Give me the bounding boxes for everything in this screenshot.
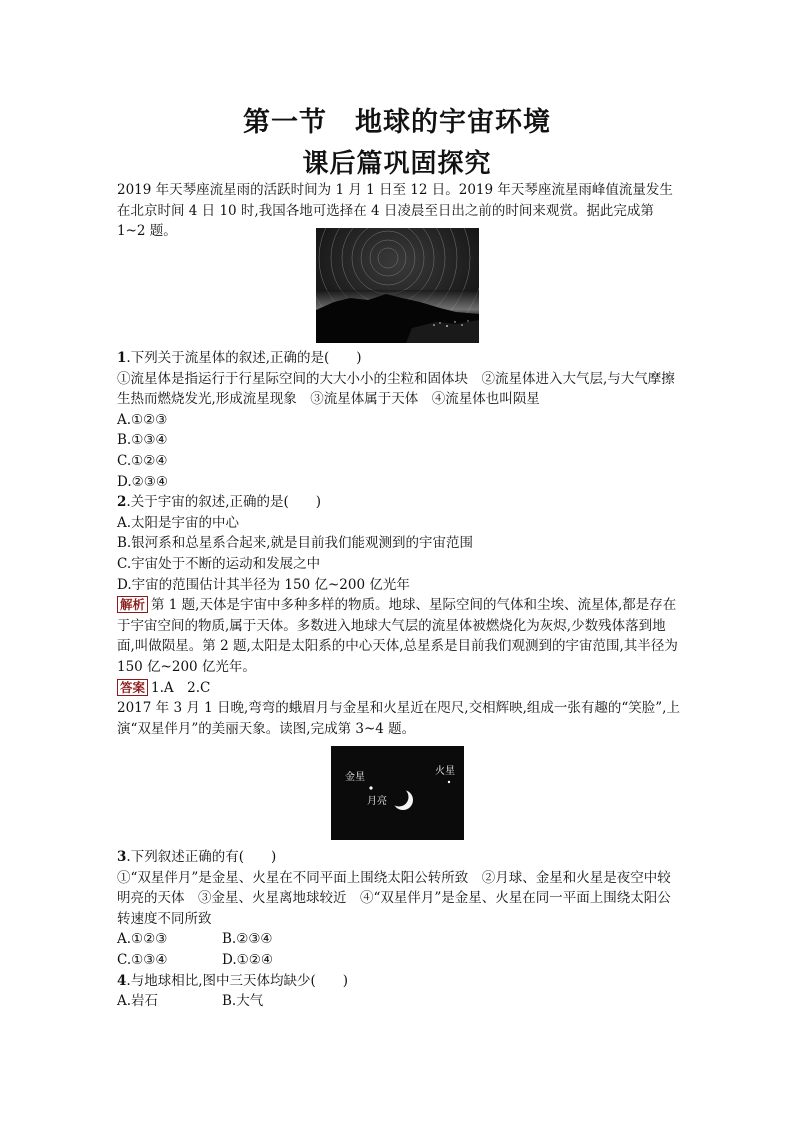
options-row: [117, 950, 683, 971]
option-c: C.①②④: [117, 452, 168, 469]
option-b: B.银河系和总星系合起来,就是目前我们能观测到的宇宙范围: [117, 535, 474, 552]
venus-label: 金星: [345, 772, 365, 783]
options-row: [117, 991, 683, 1012]
answer-paragraph: [117, 678, 683, 699]
question-stem: .下列叙述正确的有( ): [126, 849, 277, 865]
moon-label: 月亮: [367, 796, 387, 807]
option-a: A.①②③: [117, 411, 168, 428]
option-d: D.②③④: [117, 473, 168, 490]
question-number: 2: [117, 494, 127, 511]
mars-dot: [448, 781, 450, 783]
option-a: A.岩石: [117, 993, 159, 1010]
star-trail-photo: [316, 228, 479, 343]
option-a: A.太阳是宇宙的中心: [117, 514, 240, 531]
option-c: C.①③④: [117, 951, 168, 968]
answer-tag: 答案: [117, 679, 148, 696]
mars-label: 火星: [435, 766, 455, 777]
question-2: [117, 492, 683, 513]
option-a: A.①②③: [117, 931, 168, 948]
option-b: B.大气: [222, 993, 264, 1010]
question-3: [117, 847, 683, 868]
page-title: 第一节 地球的宇宙环境: [243, 107, 551, 138]
option-b: B.②③④: [222, 931, 273, 948]
intro-text-2: 2017 年 3 月 1 日晚,弯弯的蛾眉月与金星和火星近在咫尺,交相辉映,组成一张有趣的“笑脸”,上演“双星伴月”的美丽天象。读图,完成第 3~4 题。: [117, 700, 680, 737]
question-number: 3: [117, 849, 127, 865]
option-b: B.①③④: [117, 432, 168, 449]
options-row: [117, 929, 683, 950]
moon-planets-photo: [331, 746, 464, 840]
intro-text-1: 2019 年天琴座流星雨的活跃时间为 1 月 1 日至 12 日。2019 年天琴座流星雨峰值流量发生在北京时间 4 日 10 时,我国各地可选择在 4 日凌晨至日出之前的时间来观赏。据此完成第 1~2 题。: [117, 182, 673, 240]
question-stem: .下列关于流星体的叙述,正确的是( ): [126, 350, 362, 366]
question-1: [117, 348, 683, 369]
question-4: [117, 971, 683, 992]
question-stem: .关于宇宙的叙述,正确的是( ): [126, 494, 322, 511]
question-stem: .与地球相比,图中三天体均缺少( ): [126, 972, 349, 989]
question-3-statements: ①“双星伴月”是金星、火星在不同平面上围绕太阳公转所致 ②月球、金星和火星是夜空中较明亮的天体 ③金星、火星离地球较近 ④“双星伴月”是金星、火星在同一平面上围绕太阳公转速度不同所致: [117, 869, 671, 927]
option-d: D.①②④: [222, 951, 273, 968]
question-1-statements: ①流星体是指运行于行星际空间的大大小小的尘粒和固体块 ②流星体进入大气层,与大气摩擦生热而燃烧发光,形成流星现象 ③流星体属于天体 ④流星体也叫陨星: [117, 370, 675, 408]
question-block-1-2: [117, 348, 683, 739]
moon-planets-image: [331, 746, 464, 840]
analysis-tag: 解析: [117, 596, 148, 613]
option-c: C.宇宙处于不断的运动和发展之中: [117, 555, 321, 572]
question-number: 4: [117, 972, 127, 989]
star-trail-image: [316, 228, 479, 343]
option-d: D.宇宙的范围估计其半径为 150 亿~200 亿光年: [117, 576, 410, 593]
answer-text: 1.A 2.C: [151, 679, 211, 696]
question-number: 1: [117, 350, 127, 366]
page-subtitle: 课后篇巩固探究: [302, 149, 492, 179]
analysis-text: 第 1 题,天体是宇宙中多种多样的物质。地球、星际空间的气体和尘埃、流星体,都是存在于宇宙空间的物质,属于天体。多数进入地球大气层的流星体被燃烧化为灰烬,少数残体落到地面,叫做陨星。第 2 题,太阳是太阳系的中心天体,总星系是目前我们观测到的宇宙范围,其半径为 150 亿~200 亿光年。: [117, 597, 678, 675]
venus-dot: [369, 786, 372, 789]
question-block-3-4: [117, 847, 683, 1012]
analysis-paragraph: [117, 595, 683, 677]
